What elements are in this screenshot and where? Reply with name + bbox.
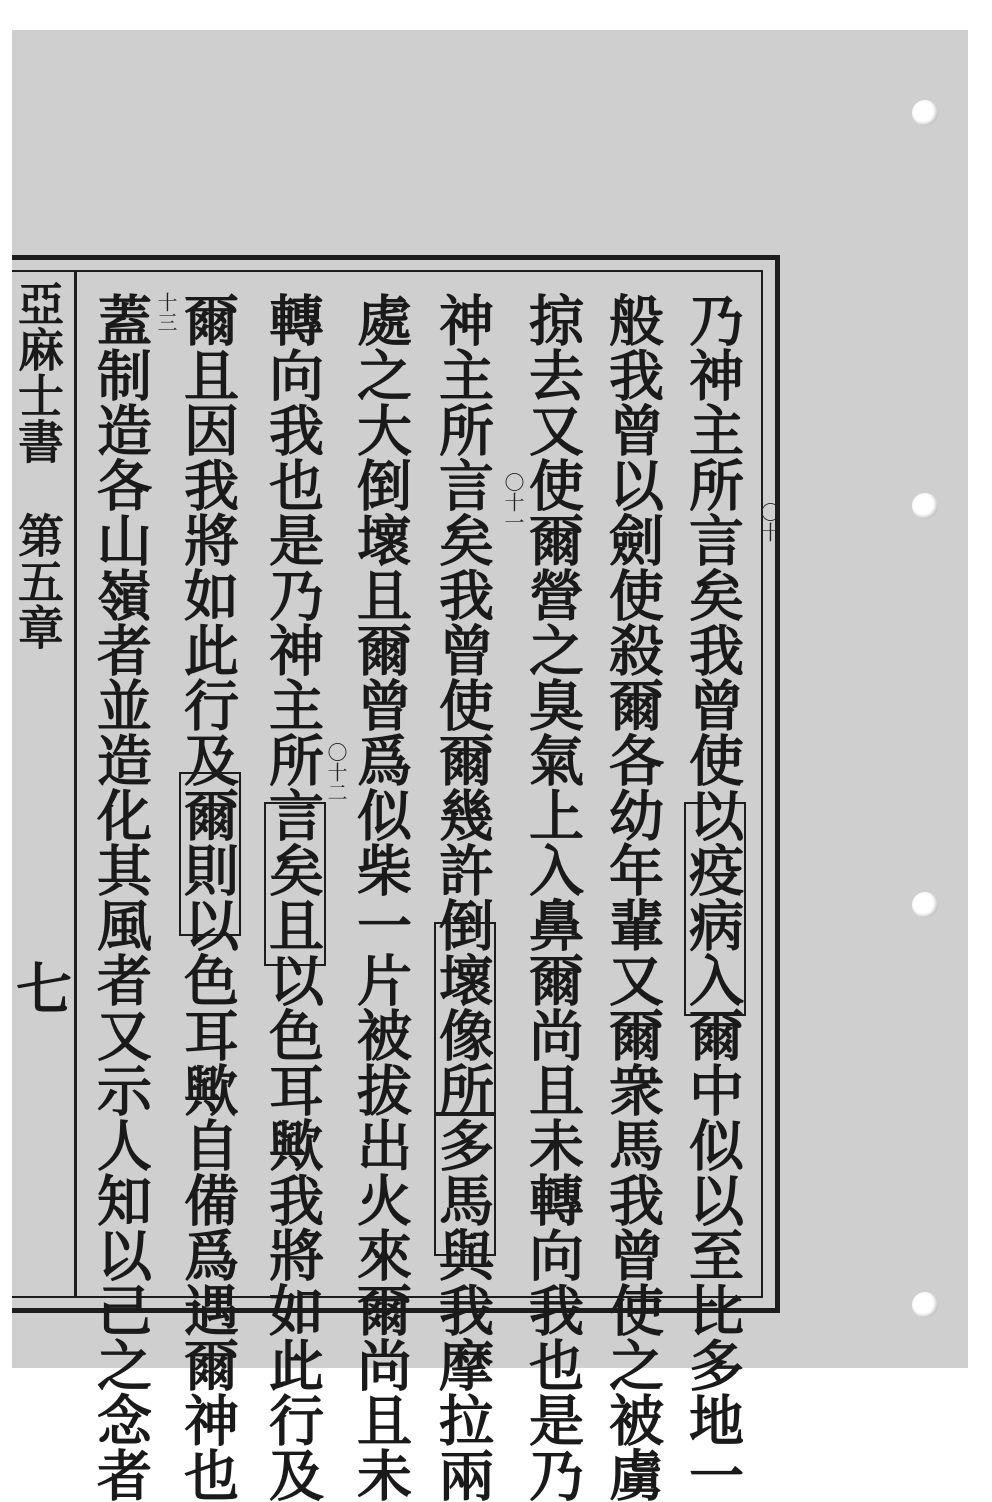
binder-hole: [912, 1292, 938, 1318]
text-frame-inner: [11, 270, 781, 1502]
verse-marker-13: 十三: [154, 292, 178, 332]
binder-hole: [912, 100, 938, 126]
name-box: [434, 922, 496, 1116]
name-box: [434, 1112, 496, 1256]
book-title: 亞麻士書: [11, 280, 65, 464]
binder-hole: [912, 892, 938, 918]
name-box: [684, 802, 746, 1016]
text-column-2: 般我曾以劍使殺爾各幼年輩又爾衆馬我曾使之被虜: [600, 292, 665, 1502]
text-column-7: 爾且因我將如此行及爾則以色耳歟自備爲遇爾神也: [175, 292, 240, 1502]
chapter-label: 第五章: [11, 512, 65, 650]
text-frame: [11, 255, 781, 1502]
binder-hole: [912, 493, 938, 519]
text-column-8: 蓋制造各山嶺者並造化其風者又示人知以己之念者: [88, 292, 153, 1502]
page-number: 七: [16, 957, 72, 1023]
verse-marker-11: 〇十一: [501, 472, 525, 532]
verse-marker-12: 〇十二: [324, 742, 348, 802]
name-box: [179, 772, 241, 936]
name-box: [264, 802, 326, 966]
verse-marker-10: 〇十: [757, 502, 781, 542]
text-column-3: 掠去又使爾營之臭氣上入鼻爾尚且未轉向我也是乃: [520, 292, 585, 1502]
text-column-6: 轉向我也是乃神主所言矣且以色耳歟我將如此行及: [260, 292, 325, 1502]
margin-rule: [74, 272, 77, 1296]
text-column-4: 神主所言矣我曾使爾幾許倒壞像所多馬與我摩拉兩: [430, 292, 495, 1502]
text-column-5: 處之大倒壞且爾曾爲似柴一片被拔出火來爾尚且未: [348, 292, 413, 1502]
text-column-1: 乃神主所言矣我曾使以疫病入爾中似以至比多地一: [680, 292, 745, 1502]
